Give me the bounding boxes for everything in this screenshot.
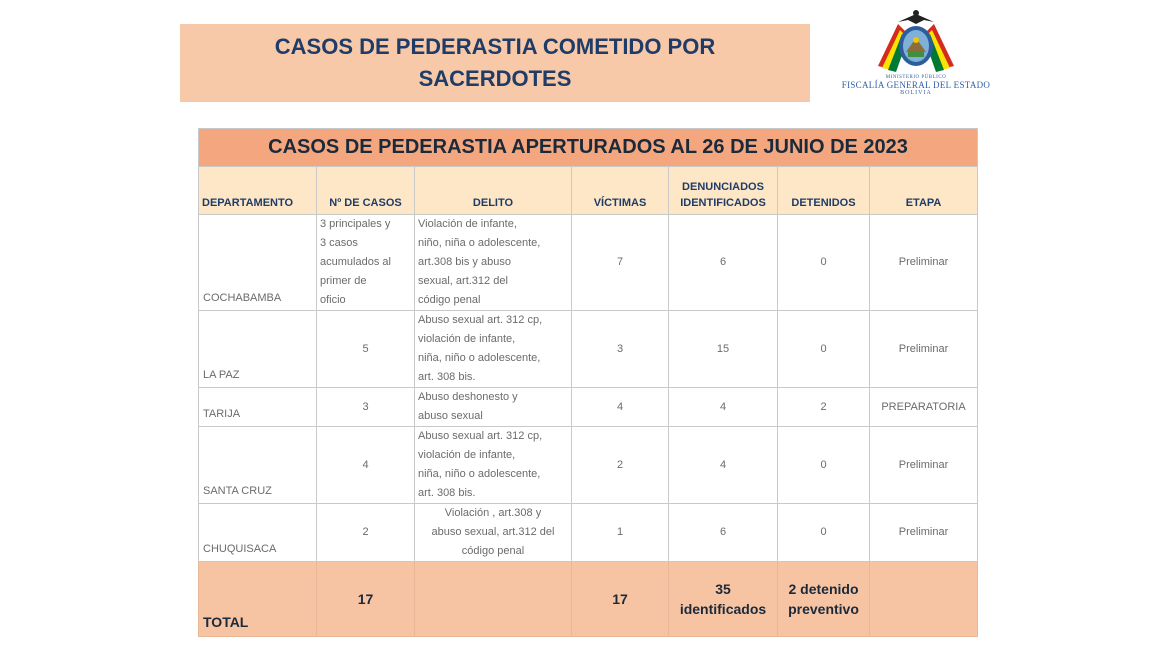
cell-denunciados: 4 xyxy=(669,427,778,504)
cell-denunciados: 6 xyxy=(669,215,778,311)
logo-institution: FISCALÍA GENERAL DEL ESTADO xyxy=(841,80,991,90)
fiscalia-logo xyxy=(838,4,994,108)
cases-table xyxy=(198,128,978,637)
cell-victimas: 7 xyxy=(572,215,669,311)
cell-line: art. 308 bis. xyxy=(418,371,476,383)
logo-small-text: MINISTERIO PÚBLICO xyxy=(885,75,947,80)
cell-line: código penal xyxy=(461,545,525,557)
cell-line: violación de infante, xyxy=(418,449,516,461)
cell-detenidos: 0 xyxy=(778,311,870,388)
cell-line: acumulados al xyxy=(320,256,391,268)
cell-casos: 4 xyxy=(317,427,415,504)
cell-line: código penal xyxy=(418,294,481,306)
cell-detenidos: 2 xyxy=(778,388,870,427)
cell-detenidos: 0 xyxy=(778,427,870,504)
cell-line: Violación de infante, xyxy=(418,218,517,230)
cell-departamento: COCHABAMBA xyxy=(199,215,317,311)
total-detenidos-line-1: 2 detenido xyxy=(788,581,859,597)
cell-casos xyxy=(317,215,415,311)
col-header-detenidos: DETENIDOS xyxy=(778,167,870,215)
cell-victimas: 1 xyxy=(572,504,669,562)
title-banner xyxy=(180,24,810,102)
col-header-victimas: VÍCTIMAS xyxy=(572,167,669,215)
cell-delito xyxy=(415,311,572,388)
logo-country: BOLIVIA xyxy=(900,90,932,96)
cell-etapa: PREPARATORIA xyxy=(870,388,978,427)
cell-etapa: Preliminar xyxy=(870,215,978,311)
table-row xyxy=(199,427,978,504)
cell-line: abuso sexual xyxy=(418,410,483,422)
total-denunciados xyxy=(669,562,778,637)
table-row xyxy=(199,311,978,388)
cell-delito xyxy=(415,388,572,427)
cell-line: Abuso sexual art. 312 cp, xyxy=(418,430,543,442)
col-header-casos: Nº DE CASOS xyxy=(317,167,415,215)
table-caption: CASOS DE PEDERASTIA APERTURADOS AL 26 DE JUNIO DE 2023 xyxy=(199,129,978,167)
table-row xyxy=(199,215,978,311)
total-label: TOTAL xyxy=(199,562,317,637)
cell-delito xyxy=(415,215,572,311)
cell-casos: 2 xyxy=(317,504,415,562)
total-delito xyxy=(415,562,572,637)
cell-line: art. 308 bis. xyxy=(418,487,476,499)
col-header-departamento: DEPARTAMENTO xyxy=(199,167,317,215)
col-header-denunciados-line-1: DENUNCIADOS xyxy=(682,181,764,193)
cell-line: abuso sexual, art.312 del xyxy=(431,526,555,538)
table-row xyxy=(199,388,978,427)
cell-victimas: 2 xyxy=(572,427,669,504)
cell-delito xyxy=(415,504,572,562)
cell-line: niña, niño o adolescente, xyxy=(418,468,541,480)
col-header-denunciados xyxy=(669,167,778,215)
total-detenidos xyxy=(778,562,870,637)
cell-delito xyxy=(415,427,572,504)
total-detenidos-line-2: preventivo xyxy=(788,601,859,617)
cell-detenidos: 0 xyxy=(778,504,870,562)
total-row xyxy=(199,562,978,637)
page-title-line-1: CASOS DE PEDERASTIA COMETIDO POR xyxy=(274,34,716,59)
cell-denunciados: 15 xyxy=(669,311,778,388)
total-etapa xyxy=(870,562,978,637)
cell-departamento: CHUQUISACA xyxy=(199,504,317,562)
cell-departamento: TARIJA xyxy=(199,388,317,427)
cell-line: violación de infante, xyxy=(418,333,516,345)
cell-line: primer de xyxy=(320,275,367,287)
cell-line: Abuso sexual art. 312 cp, xyxy=(418,314,543,326)
table-row xyxy=(199,504,978,562)
col-header-denunciados-line-2: IDENTIFICADOS xyxy=(680,197,766,209)
cell-line: art.308 bis y abuso xyxy=(418,256,511,268)
total-casos: 17 xyxy=(317,562,415,637)
cell-departamento: SANTA CRUZ xyxy=(199,427,317,504)
cell-etapa: Preliminar xyxy=(870,311,978,388)
coat-of-arms-icon xyxy=(868,4,964,74)
cell-line: niña, niño o adolescente, xyxy=(418,352,541,364)
cell-line: sexual, art.312 del xyxy=(418,275,508,287)
cell-line: Abuso deshonesto y xyxy=(418,391,518,403)
cell-etapa: Preliminar xyxy=(870,504,978,562)
cell-line: 3 principales y xyxy=(320,218,391,230)
cell-victimas: 4 xyxy=(572,388,669,427)
col-header-etapa: ETAPA xyxy=(870,167,978,215)
cell-denunciados: 6 xyxy=(669,504,778,562)
cell-casos: 5 xyxy=(317,311,415,388)
cell-etapa: Preliminar xyxy=(870,427,978,504)
cell-denunciados: 4 xyxy=(669,388,778,427)
total-victimas: 17 xyxy=(572,562,669,637)
total-denunciados-line-2: identificados xyxy=(679,601,767,617)
cell-victimas: 3 xyxy=(572,311,669,388)
cell-line: oficio xyxy=(320,294,346,306)
cell-line: niño, niña o adolescente, xyxy=(418,237,541,249)
cell-casos: 3 xyxy=(317,388,415,427)
cell-line: 3 casos xyxy=(320,237,358,249)
cell-detenidos: 0 xyxy=(778,215,870,311)
cell-line: Violación , art.308 y xyxy=(444,507,542,519)
page-title-line-2: SACERDOTES xyxy=(418,66,572,91)
cell-departamento: LA PAZ xyxy=(199,311,317,388)
col-header-delito: DELITO xyxy=(415,167,572,215)
total-denunciados-line-1: 35 xyxy=(715,581,731,597)
